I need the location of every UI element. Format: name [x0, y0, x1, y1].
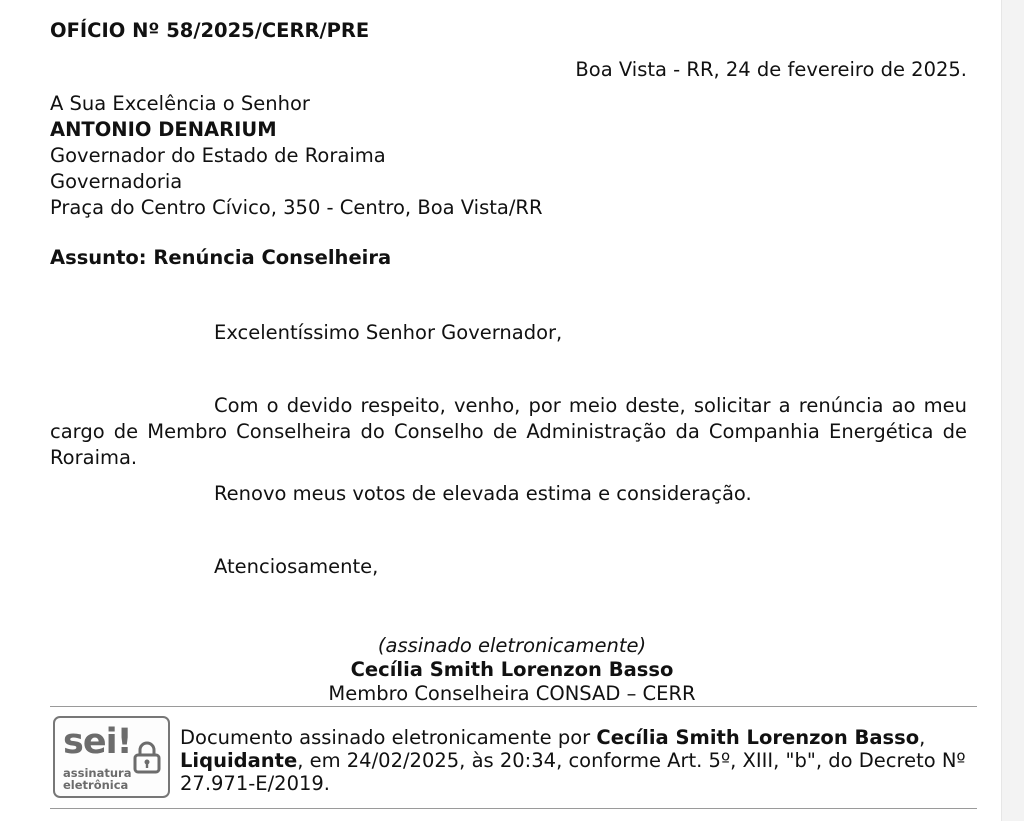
greeting: Excelentíssimo Senhor Governador, — [214, 321, 563, 344]
recipient-address: Praça do Centro Cívico, 350 - Centro, Boa Vista/RR — [50, 196, 543, 219]
recipient-salutation: A Sua Excelência o Senhor — [50, 92, 310, 115]
seal-text-line2: eletrônica — [63, 778, 129, 792]
seal-text-line1: assinatura — [63, 766, 132, 780]
statement-role: Liquidante — [180, 749, 298, 772]
recipient-name: ANTONIO DENARIUM — [50, 118, 277, 141]
body-paragraph-closing-wishes: Renovo meus votos de elevada estima e consideração. — [214, 482, 752, 505]
divider-top — [50, 706, 977, 707]
lock-icon — [133, 740, 161, 774]
sei-signature-seal — [53, 716, 170, 798]
statement-prefix: Documento assinado eletronicamente por — [180, 726, 597, 749]
date-line: Boa Vista - RR, 24 de fevereiro de 2025. — [575, 58, 967, 81]
closing: Atenciosamente, — [214, 555, 379, 578]
statement-suffix: , em 24/02/2025, às 20:34, conforme Art. 5º, XIII, "b", do Decreto Nº 27.971-E/2019. — [180, 749, 966, 795]
signature-name: Cecília Smith Lorenzon Basso — [350, 658, 674, 681]
document-number: OFÍCIO Nº 58/2025/CERR/PRE — [50, 19, 370, 42]
signature-note: (assinado eletronicamente) — [377, 634, 647, 657]
subject-line: Assunto: Renúncia Conselheira — [50, 246, 392, 269]
divider-bottom — [50, 808, 977, 809]
statement-signer: Cecília Smith Lorenzon Basso — [596, 726, 920, 749]
signature-title: Membro Conselheira CONSAD – CERR — [328, 682, 696, 705]
electronic-signature-statement — [180, 726, 970, 795]
recipient-role: Governador do Estado de Roraima — [50, 144, 386, 167]
sei-logo: sei! — [63, 722, 132, 762]
recipient-office: Governadoria — [50, 170, 183, 193]
body-paragraph: Com o devido respeito, venho, por meio deste, solicitar a renúncia ao meu cargo de Membro Conselheira do Conselho de Administração da Companhia Energética de Roraima. — [50, 394, 967, 469]
statement-comma: , — [919, 726, 926, 749]
